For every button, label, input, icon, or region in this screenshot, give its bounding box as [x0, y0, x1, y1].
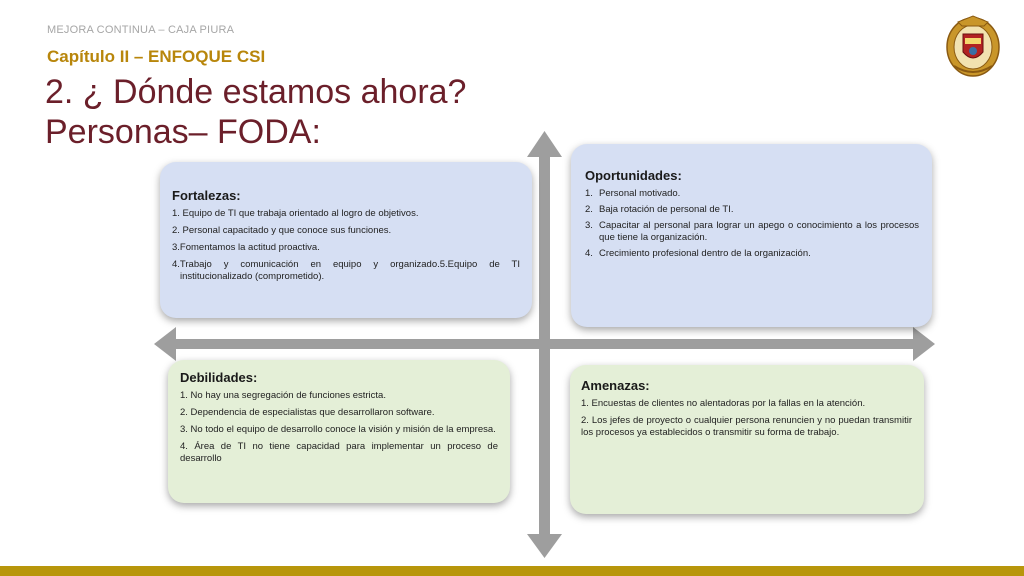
threats-title: Amenazas: [581, 378, 650, 393]
threat-item: 1. Encuestas de clientes no alentadoras por la fallas en la atención. [581, 398, 866, 409]
up-arrow-head [527, 131, 562, 157]
opportunity-text: Baja rotación de personal de TI. [599, 204, 734, 215]
opportunities-title: Oportunidades: [585, 168, 682, 183]
opportunity-number: 4. [585, 248, 593, 259]
weakness-item: 4. Área de TI no tiene capacidad para implementar un proceso de desarrollo [180, 441, 498, 464]
opportunity-number: 1. [585, 188, 593, 199]
opportunity-text: Personal motivado. [599, 188, 681, 199]
strengths-card [160, 162, 532, 318]
strength-item: 2. Personal capacitado y que conoce sus funciones. [172, 225, 392, 236]
slide-title-line-2: Personas– FODA: [45, 113, 321, 151]
opportunity-number: 3. [585, 220, 593, 231]
weaknesses-card [168, 360, 510, 503]
opportunity-item [585, 220, 919, 244]
opportunity-item [585, 204, 919, 216]
opportunity-text: Crecimiento profesional dentro de la organización. [599, 248, 811, 259]
opportunity-item [585, 188, 919, 200]
opportunity-text: Capacitar al personal para lograr un apego o conocimiento a los procesos que tiene la organización. [599, 220, 919, 243]
opportunities-list [585, 188, 919, 260]
slide-title-line-1: 2. ¿ Dónde estamos ahora? [45, 73, 467, 111]
strength-item: 3.Fomentamos la actitud proactiva. [172, 242, 320, 253]
weakness-item: 2. Dependencia de especialistas que desarrollaron software. [180, 407, 435, 418]
presentation-header: MEJORA CONTINUA – CAJA PIURA [47, 24, 235, 36]
threats-card [570, 365, 924, 514]
strengths-title: Fortalezas: [172, 188, 241, 203]
opportunities-card [571, 144, 932, 327]
opportunity-number: 2. [585, 204, 593, 215]
weakness-item: 3. No todo el equipo de desarrollo conoce la visión y misión de la empresa. [180, 424, 496, 435]
opportunity-item [585, 248, 919, 260]
threat-item: 2. Los jefes de proyecto o cualquier persona renuncien y no puedan transmitir los procesos ya establecidos o transmitir su forma de trabajo. [581, 415, 912, 438]
weaknesses-title: Debilidades: [180, 370, 258, 385]
down-arrow-head [527, 534, 562, 558]
horizontal-arrow-shaft [174, 339, 916, 349]
right-arrow-head [913, 327, 935, 361]
footer-bar [0, 566, 1024, 576]
left-arrow-head [154, 327, 176, 361]
strength-item: 4.Trabajo y comunicación en equipo y organizado.5.Equipo de TI institucionalizado (comprometido). [172, 259, 520, 282]
weakness-item: 1. No hay una segregación de funciones estricta. [180, 390, 386, 401]
chapter-title: Capítulo II – ENFOQUE CSI [47, 47, 266, 66]
strength-item: 1. Equipo de TI que trabaja orientado al logro de objetivos. [172, 208, 419, 219]
